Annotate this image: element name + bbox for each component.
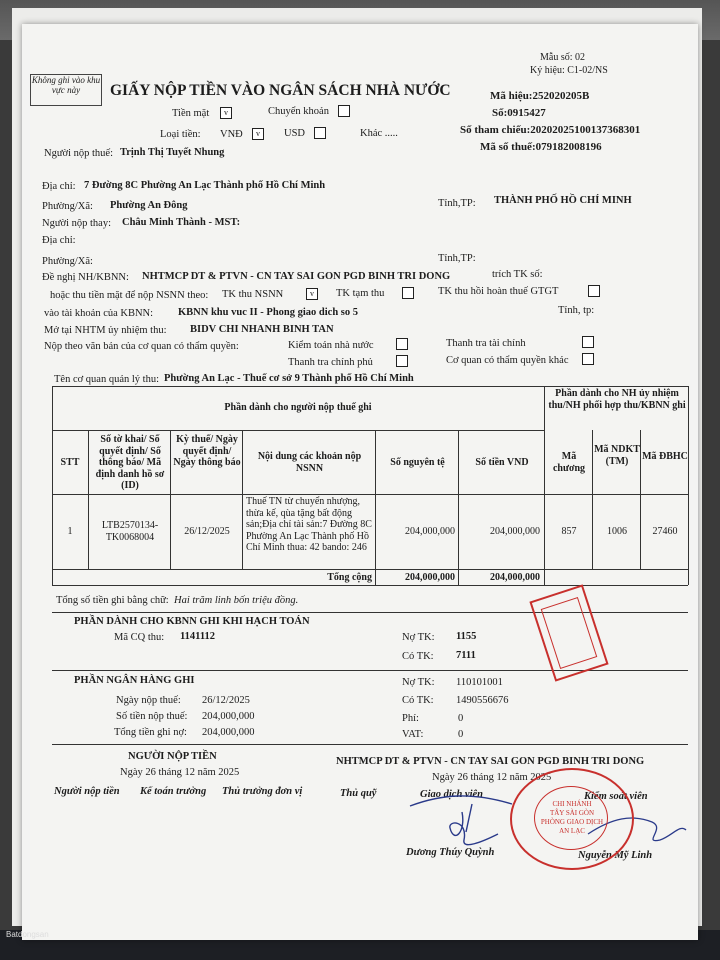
agency-name: Phường An Lạc - Thuế cơ sở 9 Thành phố Hồ Chí Minh — [164, 373, 414, 384]
vnd-checkbox[interactable]: v — [252, 128, 264, 140]
tk-thu-hoi-checkbox[interactable] — [588, 285, 600, 297]
currency-label: Loại tiền: — [160, 129, 201, 140]
bank-section-title: PHẦN NGÂN HÀNG GHI — [74, 675, 195, 686]
bank-credit-label: Có TK: — [402, 695, 434, 706]
ward-label: Phường/Xã: — [42, 201, 93, 212]
address-label: Địa chỉ: — [42, 181, 76, 192]
payer-ward: Phường An Đông — [110, 200, 188, 211]
transfer-checkbox[interactable] — [338, 105, 350, 117]
decision-label: Nộp theo văn bản của cơ quan có thẩm quyền: — [44, 341, 239, 352]
kbnn-name: KBNN khu vuc II - Phong giao dich so 5 — [178, 307, 359, 318]
tk-tam-thu-label: TK tạm thu — [336, 288, 385, 299]
pay-amount-label: Số tiền nộp thuế: — [116, 711, 188, 722]
col-vnd: Số tiền VND — [475, 457, 529, 468]
payer-label: Người nộp thuế: — [44, 148, 113, 159]
bank-section-header: Phần dành cho NH ủy nhiệm thu/NH phối hợp thu/KBNN ghi — [548, 388, 686, 411]
bank-debit: 110101001 — [456, 677, 503, 688]
col-ndkt: Mã NDKT (TM) — [594, 444, 640, 467]
cash-label: Tiền mặt — [172, 108, 210, 119]
total-label: Tổng cộng — [327, 572, 372, 583]
proxy-ward-label: Phường/Xã: — [42, 256, 93, 267]
tk-tam-thu-checkbox[interactable] — [402, 287, 414, 299]
partial-red-stamp — [502, 584, 622, 684]
receipt-code: Mã hiệu:252020205B — [490, 90, 590, 102]
kiem-toan-checkbox[interactable] — [396, 338, 408, 350]
controller-name: Nguyễn Mỹ Linh — [578, 850, 653, 861]
row-stt: 1 — [67, 526, 73, 537]
row-chapter: 857 — [561, 526, 577, 537]
kbnn-debit-label: Nợ TK: — [402, 632, 435, 643]
bank-sign-date: Ngày 26 tháng 12 năm 2025 — [432, 772, 552, 783]
row-original: 204,000,000 — [405, 526, 455, 537]
tk-thu-hoi-label: TK thu hồi hoàn thuế GTGT — [438, 286, 559, 297]
row-period: 26/12/2025 — [184, 526, 230, 537]
kbnn-label: vào tài khoản của KBNN: — [44, 308, 154, 319]
row-dbhc: 27460 — [652, 526, 678, 537]
tk-thu-nsnn-checkbox[interactable]: v — [306, 288, 318, 300]
col-stt: STT — [60, 457, 80, 468]
bank-sign-title: NHTMCP DT & PTVN - CN TAY SAI GON PGD BINH TRI DONG — [336, 756, 645, 767]
bank-seal-stamp — [510, 768, 634, 870]
tk-thu-nsnn-label: TK thu NSNN — [222, 289, 284, 300]
form-symbol: Ký hiệu: C1-02/NS — [530, 65, 608, 76]
co-quan-khac-checkbox[interactable] — [582, 353, 594, 365]
bank-debit-label: Nợ TK: — [402, 677, 435, 688]
proxy-province-label: Tỉnh,TP: — [438, 253, 476, 264]
side-note-box — [30, 74, 102, 106]
thanh-tra-cp-label: Thanh tra chính phủ — [288, 357, 373, 368]
kiem-toan-label: Kiểm toán nhà nước — [288, 340, 374, 351]
kbnn-debit: 1155 — [456, 631, 477, 642]
proxy-name: Châu Minh Thành - MST: — [122, 217, 241, 228]
cash-method-label: hoặc thu tiền mặt để nộp NSNN theo: — [50, 290, 209, 301]
cq-label: Mã CQ thu: — [114, 632, 165, 643]
bank-credit: 1490556676 — [456, 695, 509, 706]
col-period: Kỳ thuế/ Ngày quyết định/ Ngày thông báo — [173, 434, 241, 468]
role-teller: Giao dịch viên — [420, 789, 483, 800]
thanh-tra-tc-checkbox[interactable] — [582, 336, 594, 348]
bank-request-label: Đề nghị NH/KBNN: — [42, 272, 129, 283]
vnd-label: VNĐ — [220, 129, 243, 140]
amount-words-label: Tổng số tiền ghi bằng chữ: — [56, 595, 169, 606]
row-doc: LTB2570134-TK0068004 — [101, 520, 159, 543]
amount-words: Hai trăm linh bốn triệu đồng. — [174, 595, 299, 606]
province-label: Tỉnh,TP: — [438, 198, 476, 209]
col-original: Số nguyên tệ — [390, 457, 445, 468]
receipt-number: Số:0915427 — [492, 107, 546, 119]
agency-label: Tên cơ quan quản lý thu: — [54, 374, 159, 385]
thanh-tra-cp-checkbox[interactable] — [396, 355, 408, 367]
reference-number: Số tham chiếu:20202025100137368301 — [460, 124, 641, 136]
nhtm-label: Mở tại NHTM ủy nhiệm thu: — [44, 325, 167, 336]
usd-checkbox[interactable] — [314, 127, 326, 139]
cash-checkbox[interactable]: v — [220, 107, 232, 119]
seal-line-1: CHI NHÁNH — [552, 800, 592, 808]
row-ndkt: 1006 — [607, 526, 627, 537]
seal-line-4: AN LẠC — [559, 827, 585, 835]
fee-label: Phí: — [402, 713, 419, 724]
total-original: 204,000,000 — [405, 572, 455, 583]
debit-account-label: trích TK số: — [492, 269, 543, 280]
co-quan-khac-label: Cơ quan có thẩm quyền khác — [446, 355, 569, 366]
thanh-tra-tc-label: Thanh tra tài chính — [446, 338, 526, 349]
proxy-label: Người nộp thay: — [42, 218, 111, 229]
total-vnd: 204,000,000 — [490, 572, 540, 583]
role-chief-accountant: Kế toán trưởng — [140, 786, 207, 797]
kbnn-section-title: PHẦN DÀNH CHO KBNN GHI KHI HẠCH TOÁN — [74, 616, 310, 627]
role-payer: Người nộp tiền — [54, 786, 120, 797]
seal-line-2: TÂY SÀI GÒN — [549, 809, 595, 817]
form-number: Mẫu số: 02 — [540, 52, 585, 63]
role-controller: Kiểm soát viên — [584, 791, 648, 802]
seal-line-3: PHÒNG GIAO DỊCH — [540, 818, 604, 826]
col-content: Nội dung các khoản nộp NSNN — [257, 451, 362, 474]
cq-code: 1141112 — [180, 631, 216, 642]
role-unit-head: Thủ trưởng đơn vị — [222, 786, 303, 797]
side-note: Không ghi vào khu vực này — [31, 75, 101, 95]
kbnn-credit-label: Có TK: — [402, 651, 434, 662]
vat-value: 0 — [458, 729, 464, 740]
role-cashier: Thủ quỹ — [340, 788, 377, 799]
proxy-address-label: Địa chỉ: — [42, 235, 76, 246]
pay-total-label: Tổng tiền ghi nợ: — [114, 727, 187, 738]
row-content: Thuế TN từ chuyển nhượng, thừa kế, qùa tặng bất động sản;Địa chỉ tài sản:7 Đường 8C Phường An Lạc Thành phố Hồ Chí Minh thua: 42 bando: 246 — [246, 496, 372, 553]
row-vnd: 204,000,000 — [490, 526, 540, 537]
other-currency-label: Khác ..... — [360, 128, 398, 139]
pay-total: 204,000,000 — [202, 727, 255, 738]
col-dbhc: Mã ĐBHC — [642, 451, 688, 462]
tax-code: Mã số thuế:079182008196 — [480, 141, 602, 153]
payer-sign-title: NGƯỜI NỘP TIỀN — [128, 751, 217, 762]
pay-date-label: Ngày nộp thuế: — [116, 695, 181, 706]
document-title: GIẤY NỘP TIỀN VÀO NGÂN SÁCH NHÀ NƯỚC — [110, 82, 451, 99]
nhtm-name: BIDV CHI NHANH BINH TAN — [190, 324, 334, 335]
kbnn-province-label: Tỉnh, tp: — [558, 305, 595, 316]
vat-label: VAT: — [402, 729, 424, 740]
document-page — [22, 24, 698, 940]
payer-province: THÀNH PHỐ HỒ CHÍ MINH — [494, 195, 632, 206]
fee-value: 0 — [458, 713, 464, 724]
pay-date: 26/12/2025 — [202, 695, 250, 706]
col-doc: Số tờ khai/ Số quyết định/ Số thông báo/ Mã định danh hồ sơ (ID) — [95, 434, 165, 491]
col-chapter: Mã chương — [552, 451, 586, 474]
watermark-logo: Batdongsan — [6, 930, 49, 939]
payer-sign-date: Ngày 26 tháng 12 năm 2025 — [120, 767, 240, 778]
transfer-label: Chuyển khoản — [268, 106, 329, 117]
kbnn-credit: 7111 — [456, 650, 476, 661]
teller-name: Dương Thúy Quỳnh — [406, 847, 495, 858]
bank-request: NHTMCP DT & PTVN - CN TAY SAI GON PGD BINH TRI DONG — [142, 271, 451, 282]
payer-section-header: Phần dành cho người nộp thuế ghi — [224, 402, 372, 413]
pay-amount: 204,000,000 — [202, 711, 255, 722]
payer-address: 7 Đường 8C Phường An Lạc Thành phố Hồ Chí Minh — [84, 180, 326, 191]
usd-label: USD — [284, 128, 306, 139]
payer-name: Trịnh Thị Tuyết Nhung — [120, 147, 225, 158]
